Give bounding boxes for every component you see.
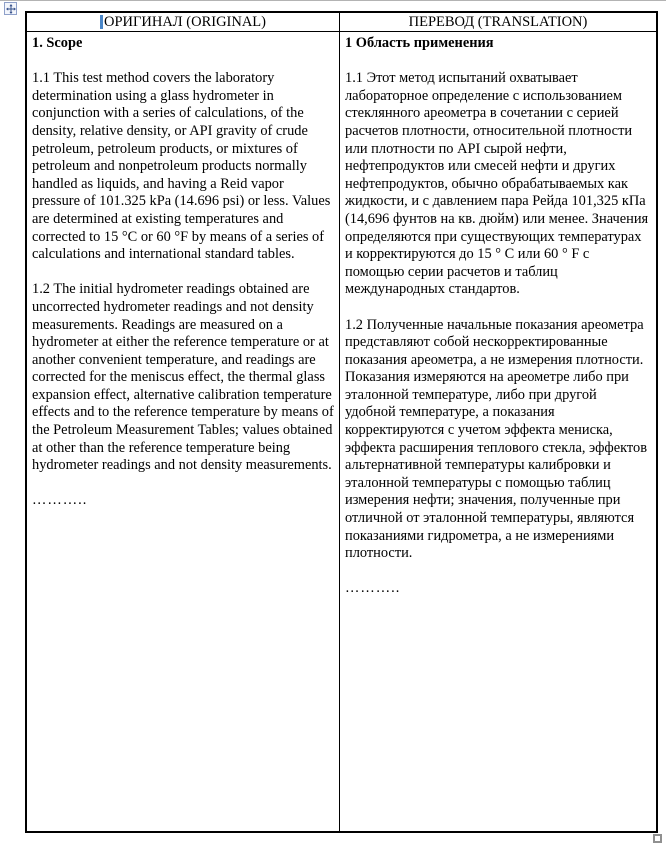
original-paragraph-1-2: 1.2 The initial hydrometer readings obtained are uncorrected hydrometer readings and not density measurements. Readings are measured on a hydrometer at either the reference temperature or at another convenient temperature, and readings are corrected for the meniscus effect, the thermal glass expansion effect, alternative calibration temperature effects and to the reference temperature by means of the Petroleum Measurement Tables; values obtained at other than the reference temperature being hydrometer readings and not density measurements.	[32, 281, 334, 474]
translation-paragraph-1-1: 1.1 Этот метод испытаний охватывает лабораторное определение с использованием стеклянного ареометра в сочетании с серией расчетов плотности, относительной плотности или плотности по API сырой нефти, нефтепродуктов или смесей нефти и других нефтепродуктов, обычно обрабатываемых как жидкости, и с давлением пара Рейда 101,325 кПа (14,696 фунтов на кв. дюйм) или менее. Значения определяются при существующих температурах и корректируются до 15 ° C или 60 ° F с помощью серии расчетов и таблиц международных стандартов.	[345, 70, 649, 298]
text-cursor	[100, 15, 103, 29]
page-edge-line	[0, 0, 666, 1]
translation-ellipsis: ………..	[345, 580, 401, 597]
translation-paragraph-1-2: 1.2 Полученные начальные показания ареометра представляют собой нескорректированные показания ареометра, а не измерения плотности. Показания измеряются на ареометре либо при эталонной температуре, либо при другой удобной температуре, а показания корректируются с учетом эффекта мениска, эффекта расширения теплового стекла, эффектов альтернативной температуры калибровки и эталонной температуры с помощью таблиц измерения нефти; значения, полученные при отличной от эталонной температуры, являются показаниями гидрометра, а не измерениями плотности.	[345, 316, 647, 562]
original-paragraph-1-1: 1.1 This test method covers the laboratory determination using a glass hydrometer in conjunction with a series of calculations, of the density, relative density, or API gravity of crude petroleum, petroleum products, or mixtures of petroleum and nonpetroleum products normally handled as liquids, and having a Reid vapor pressure of 101.325 kPa (14.696 psi) or less. Values are determined at existing temperatures and corrected to 15 °C or 60 °F by means of a series of calculations and international standard tables.	[32, 70, 331, 263]
translation-section-heading: 1 Область применения	[345, 35, 494, 51]
original-section-heading: 1. Scope	[32, 35, 83, 51]
header-cell-translation[interactable]	[340, 13, 656, 32]
header-cell-original[interactable]	[27, 13, 340, 32]
move-icon	[6, 4, 16, 14]
header-translation-label: ПЕРЕВОД (TRANSLATION)	[408, 13, 588, 30]
cell-original-text[interactable]	[27, 32, 340, 831]
header-original-label: ОРИГИНАЛ (ORIGINAL)	[104, 13, 266, 30]
table-move-handle[interactable]	[4, 2, 17, 15]
original-ellipsis: ………..	[32, 492, 88, 509]
table-resize-handle[interactable]	[653, 834, 662, 843]
cell-translation-text[interactable]	[340, 32, 656, 831]
translation-table	[25, 11, 658, 833]
